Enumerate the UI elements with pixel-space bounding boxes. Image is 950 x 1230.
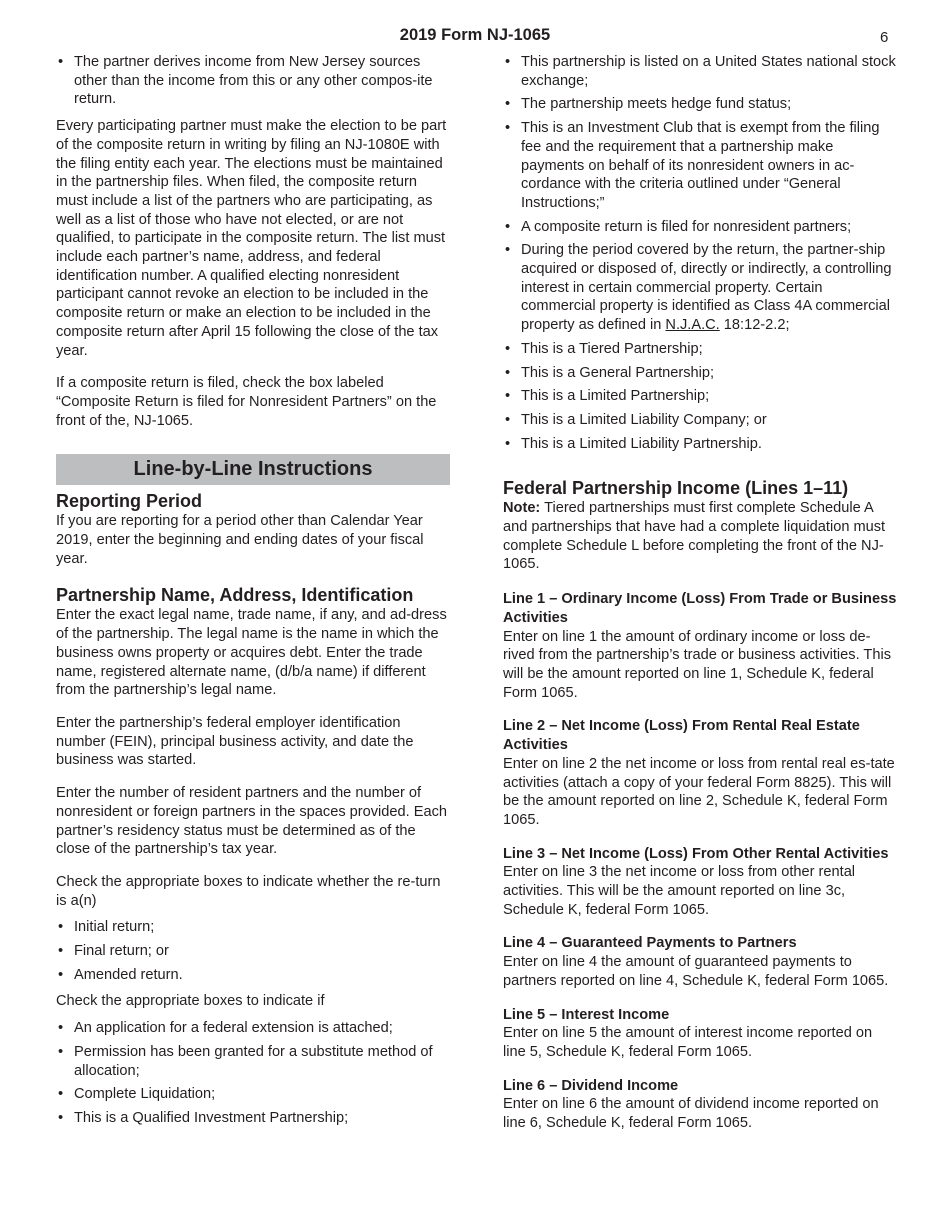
page-title: 2019 Form NJ-1065 (399, 26, 551, 44)
njac-reference: N.J.A.C. (665, 317, 720, 334)
composite-paragraph: If a composite return is filed, check the box labeled “Composite Return is filed for Nonresident Partners” on the front of the, NJ-1065. (56, 375, 437, 429)
list-item: • This is a General Partnership; (503, 364, 897, 383)
right-column (503, 53, 897, 1133)
list-item: • The partner derives income from New Jersey sources other than the income from this or any other compos-ite return. (56, 53, 450, 109)
list-item: • Initial return; (56, 918, 450, 937)
list-item: • Complete Liquidation; (56, 1085, 450, 1104)
section-heading-bar: Line-by-Line Instructions (56, 454, 450, 485)
line-2-text: Enter on line 2 the net income or loss from rental real es-tate activities (attach a copy of your federal Form 8825). This will be the amount reported on line 2, Schedule K, federal Form 1065. (503, 755, 895, 828)
line-4-heading: Line 4 – Guaranteed Payments to Partners (503, 935, 797, 952)
list-item: • Amended return. (56, 966, 450, 985)
partnership-name-text: Enter the exact legal name, trade name, if any, and ad-dress of the partnership. The legal name is the name in which the business owns property or acquires debt. Enter the trade name, registered alternate name, (d/b/a name) if different from the partnership’s legal name. (56, 607, 447, 699)
indicate-if-text: Check the appropriate boxes to indicate if (56, 993, 325, 1010)
line-3-heading: Line 3 – Net Income (Loss) From Other Rental Activities (503, 845, 889, 862)
list-item (503, 241, 897, 335)
list-item: • A composite return is filed for nonresident partners; (503, 218, 897, 237)
list-item: • This is a Limited Partnership; (503, 387, 897, 406)
note-text: Tiered partnerships must first complete Schedule A and partnerships that have had a complete liquidation must complete Schedule L before completing the front of the NJ-1065. (503, 500, 886, 573)
list-item: • Final return; or (56, 942, 450, 961)
line-3-text: Enter on line 3 the net income or loss from other rental activities. This will be the amount reported on line 3c, Schedule K, federal Form 1065. (503, 864, 856, 918)
line-2-heading: Line 2 – Net Income (Loss) From Rental Real Estate Activities (503, 718, 860, 754)
list-item: • This is a Tiered Partnership; (503, 340, 897, 359)
election-paragraph: Every participating partner must make the election to be part of the composite return in writing by filing an NJ-1080E with the filing entity each year. The elections must be maintained in the partnership files. When filed, the composite return must include a list of the partners who are participating, as well as a list of those who have not elected, or are not qualified, to participate in the composite return. The list must include each partner’s name, address, and federal identification number. A qualified electing nonresident participant cannot revoke an election to be included in the composite return or make an election to be included in the composite return after April 15 following the close of the tax year. (56, 118, 447, 359)
line-6-text: Enter on line 6 the amount of dividend income reported on line 6, Schedule K, federal Form 1065. (503, 1096, 879, 1132)
line-6-heading: Line 6 – Dividend Income (503, 1077, 679, 1094)
page-number: 6 (880, 29, 889, 46)
reporting-period-heading: Reporting Period (56, 491, 203, 512)
note-label: Note: (503, 500, 541, 517)
reporting-period-text: If you are reporting for a period other than Calendar Year 2019, enter the beginning and ending dates of your fiscal year. (56, 513, 424, 567)
partners-count-text: Enter the number of resident partners and the number of nonresident or foreign partners in the spaces provided. Each partner’s residency status must be determined as of the close of the partnership’s tax year. (56, 785, 448, 858)
line-1-text: Enter on line 1 the amount of ordinary income or loss de-rived from the partnership’s trade or business activities. This will be the amount reported on line 1, Schedule K, federal Form 1065. (503, 628, 891, 701)
line-1-heading: Line 1 – Ordinary Income (Loss) From Trade or Business Activities (503, 591, 897, 626)
list-item: • The partnership meets hedge fund status; (503, 95, 897, 114)
indicate-if-list (56, 1019, 450, 1128)
return-type-list (56, 918, 450, 984)
list-item: • Permission has been granted for a substitute method of allocation; (56, 1043, 450, 1080)
fein-text: Enter the partnership’s federal employer identification number (FEIN), principal business activity, and date the business was started. (56, 714, 414, 769)
line-5-heading: Line 5 – Interest Income (503, 1006, 670, 1023)
commercial-text: During the period covered by the return, the partner-ship acquired or disposed of, directly or indirectly, a controlling interest in certain commercial property. Certain commercial property is identified as Class 4A commercial property as defined in (521, 242, 892, 334)
partnership-name-heading: Partnership Name, Address, Identification (56, 585, 414, 606)
line-4-text: Enter on line 4 the amount of guaranteed payments to partners reported on line 4, Schedule K, federal Form 1065. (503, 954, 889, 989)
intro-bullet-list (56, 53, 450, 109)
list-item: • This partnership is listed on a United States national stock exchange; (503, 53, 897, 90)
list-item: • This is a Limited Liability Company; or (503, 411, 897, 430)
note-paragraph (503, 499, 897, 574)
commercial-text-end: 18:12-2.2; (719, 317, 790, 334)
federal-income-heading: Federal Partnership Income (Lines 1–11) (503, 478, 849, 499)
list-item: • This is an Investment Club that is exempt from the filing fee and the requirement that a partnership make payments on behalf of its nonresident owners in ac-cordance with the criteria outlined under “General Instructions;” (503, 119, 897, 213)
list-item: • An application for a federal extension is attached; (56, 1019, 450, 1038)
list-item: • This is a Limited Liability Partnership. (503, 435, 897, 454)
return-type-text: Check the appropriate boxes to indicate whether the re-turn is a(n) (56, 873, 441, 909)
left-column (56, 53, 450, 1133)
line-5-text: Enter on line 5 the amount of interest income reported on line 5, Schedule K, federal Form 1065. (503, 1025, 873, 1060)
status-list (503, 53, 897, 453)
list-item: • This is a Qualified Investment Partnership; (56, 1109, 450, 1128)
